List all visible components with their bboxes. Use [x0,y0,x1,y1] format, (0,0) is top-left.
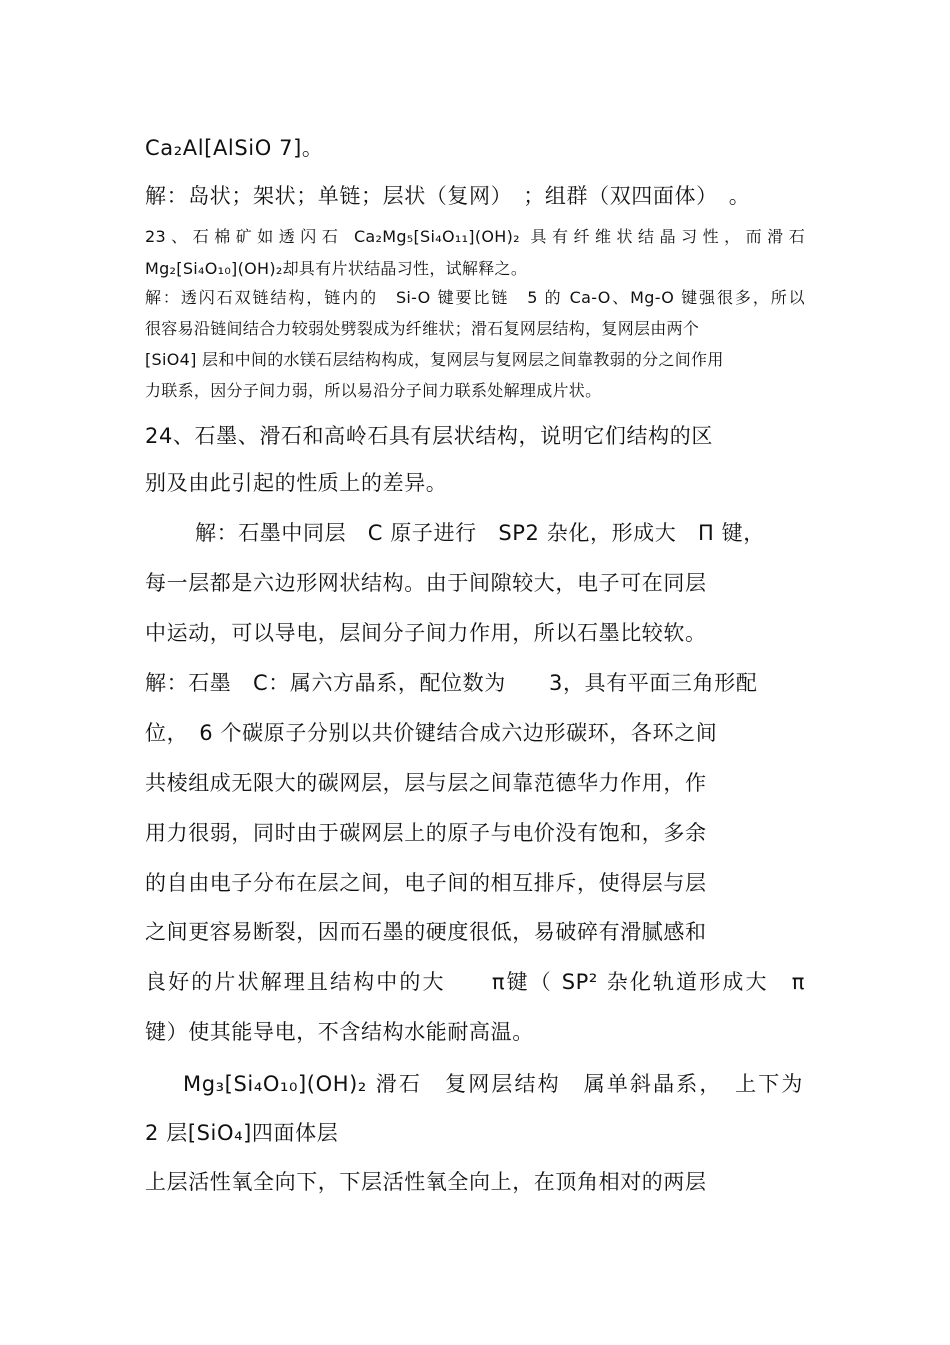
text-line: Mg₃[Si₄O₁₀](OH)₂ 滑石 复网层结构 属单斜晶系， 上下为 [183,1072,803,1096]
text-line: 解：石墨中同层 C 原子进行 SP2 杂化，形成大 Π 键， [195,521,765,545]
text-line: 解：透闪石双链结构，链内的 Si-O 键要比链 5 的 Ca-O、Mg-O 键强很多，所以 [145,288,805,307]
text-line: 解：岛状；架状；单链；层状（复网） ；组群（双四面体） 。 [145,184,751,208]
text-line: 解：石墨 C：属六方晶系，配位数为 3，具有平面三角形配 [145,671,758,695]
text-line: 位， 6 个碳原子分别以共价键结合成六边形碳环，各环之间 [145,721,718,745]
text-line: 很容易沿链间结合力较弱处劈裂成为纤维状；滑石复网层结构，复网层由两个 [145,319,700,338]
text-line: [SiO4] 层和中间的水镁石层结构构成，复网层与复网层之间靠教弱的分之间作用 [145,350,724,369]
text-line: 共棱组成无限大的碳网层，层与层之间靠范德华力作用，作 [145,771,707,795]
text-line: 用力很弱，同时由于碳网层上的原子与电价没有饱和，多余 [145,821,707,845]
text-line: 的自由电子分布在层之间，电子间的相互排斥，使得层与层 [145,871,707,895]
text-line: Mg₂[Si₄O₁₀](OH)₂却具有片状结晶习性，试解释之。 [145,259,528,278]
text-line: 良好的片状解理且结构中的大 π键（ SP² 杂化轨道形成大 π [145,970,805,994]
text-line: 23、石棉矿如透闪石 Ca₂Mg₅[Si₄O₁₁](OH)₂ 具有纤维状结晶习性，而滑石 [145,227,805,246]
text-line: 别及由此引起的性质上的差异。 [145,471,448,495]
question-heading: 24、石墨、滑石和高岭石具有层状结构，说明它们结构的区 [145,424,713,448]
text-line: 2 层[SiO₄]四面体层 [145,1121,339,1145]
text-line: 中运动，可以导电，层间分子间力作用，所以石墨比较软。 [145,621,707,645]
text-line: 上层活性氧全向下，下层活性氧全向上，在顶角相对的两层 [145,1170,707,1194]
text-line: 每一层都是六边形网状结构。由于间隙较大，电子可在同层 [145,571,707,595]
text-line: 之间更容易断裂，因而石墨的硬度很低，易破碎有滑腻感和 [145,920,707,944]
text-line: 力联系，因分子间力弱，所以易沿分子间力联系处解理成片状。 [145,381,602,400]
text-line: 键）使其能导电，不含结构水能耐高温。 [145,1020,534,1044]
text-line: Ca₂Al[AlSiO 7]。 [145,136,324,160]
